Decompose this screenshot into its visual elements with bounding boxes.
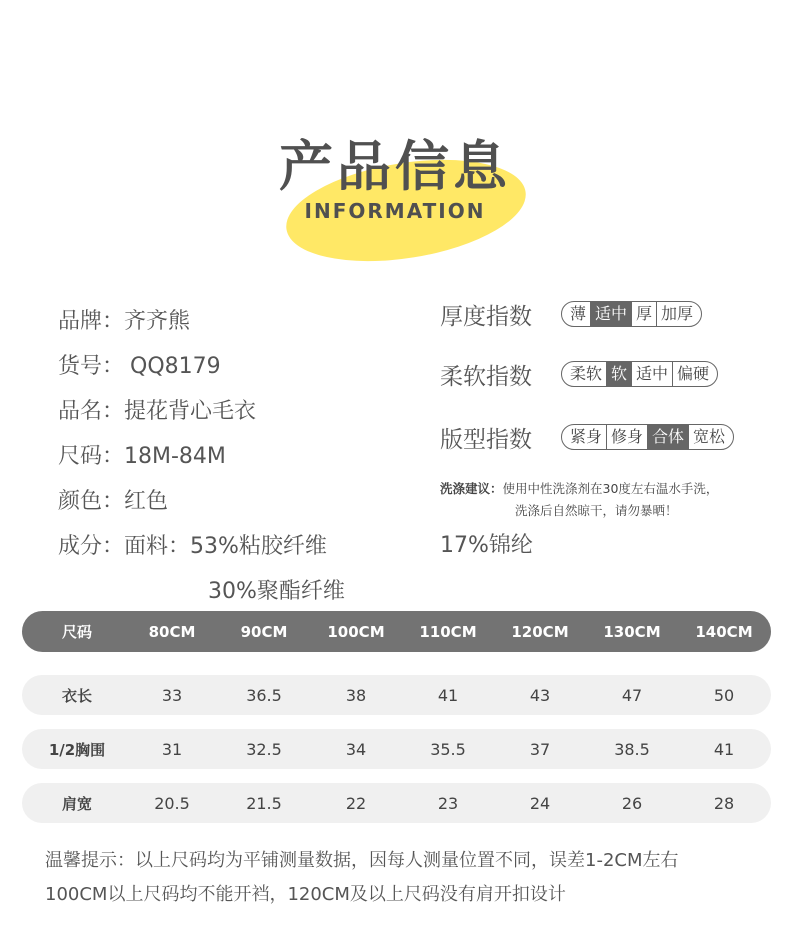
title-cn: 产品信息: [279, 135, 511, 198]
fit-option-regular: 合体: [647, 425, 688, 449]
fit-scale: [561, 424, 734, 450]
header-cell-80: 80CM: [148, 622, 196, 641]
size-label: 尺码：: [58, 444, 125, 469]
brand-label: 品牌：: [58, 309, 125, 334]
row-label: 肩宽: [61, 794, 92, 813]
softness-option-soft: 软: [606, 362, 631, 386]
table-cell: 20.5: [154, 793, 190, 813]
thickness-index: [440, 298, 780, 330]
wash-text-2: 洗涤后自然晾干，请勿暴晒！: [515, 503, 678, 518]
title-en: INFORMATION: [304, 199, 486, 223]
fit-index: [440, 421, 780, 453]
header-cell-90: 90CM: [240, 622, 288, 641]
size-value: 18M-84M: [124, 444, 226, 469]
name-value: 提花背心毛衣: [124, 399, 257, 424]
wash-label: 洗涤建议：: [440, 481, 503, 496]
table-cell: 21.5: [246, 793, 282, 813]
size-line: [58, 439, 226, 470]
thickness-option-medium: 适中: [590, 302, 631, 326]
composition-value-3: 17%锦纶: [440, 533, 533, 558]
brand-line: [58, 304, 190, 335]
wash-advice: [440, 478, 718, 522]
fit-option-loose: 宽松: [688, 425, 733, 449]
size-table-header: [22, 611, 771, 652]
table-row: [22, 783, 771, 823]
thickness-scale: [561, 301, 702, 327]
thickness-option-thin: 薄: [570, 304, 587, 323]
color-value: 红色: [124, 489, 169, 514]
table-cell: 35.5: [430, 739, 466, 759]
item-no-label: 货号：: [58, 354, 125, 379]
table-cell: 28: [713, 793, 735, 813]
softness-index: [440, 358, 780, 390]
table-cell: 37: [529, 739, 551, 759]
row-label: 1/2胸围: [48, 740, 106, 759]
fit-option-tight: 紧身: [570, 427, 603, 446]
table-cell: 41: [437, 685, 459, 705]
name-line: [58, 394, 256, 425]
table-cell: 47: [621, 685, 643, 705]
composition-value-1: 53%粘胶纤维: [190, 534, 327, 559]
color-label: 颜色：: [58, 489, 125, 514]
header-cell-130: 130CM: [603, 622, 661, 641]
table-cell: 32.5: [246, 739, 282, 759]
header-cell-120: 120CM: [511, 622, 569, 641]
item-no-line: [58, 349, 221, 380]
composition-value-2: 30%聚酯纤维: [208, 579, 345, 604]
table-cell: 41: [713, 739, 735, 759]
table-cell: 24: [529, 793, 551, 813]
info-header: [0, 0, 790, 270]
table-cell: 23: [437, 793, 459, 813]
item-no-value: QQ8179: [130, 354, 221, 379]
fit-option-slim: 修身: [606, 425, 647, 449]
row-label: 衣长: [61, 686, 92, 705]
wash-text-1: 使用中性洗涤剂在30度左右温水手洗，: [502, 481, 719, 496]
header-cell-100: 100CM: [327, 622, 385, 641]
softness-label: 柔软指数: [440, 364, 532, 390]
name-label: 品名：: [58, 399, 125, 424]
table-cell: 33: [161, 685, 183, 705]
table-cell: 26: [621, 793, 643, 813]
table-cell: 38.5: [614, 739, 650, 759]
fit-label: 版型指数: [440, 427, 532, 453]
color-line: [58, 484, 168, 515]
table-cell: 50: [713, 685, 735, 705]
composition-label: 成分：: [58, 534, 125, 559]
fabric-label: 面料：: [124, 534, 191, 559]
brand-value: 齐齐熊: [124, 309, 191, 334]
header-cell-140: 140CM: [695, 622, 753, 641]
softness-scale: [561, 361, 718, 387]
composition-line-2: [208, 574, 345, 605]
table-cell: 36.5: [246, 685, 282, 705]
header-cell-110: 110CM: [419, 622, 477, 641]
softness-option-medium: 适中: [631, 362, 672, 386]
table-row: [22, 729, 771, 769]
table-cell: 31: [161, 739, 183, 759]
tip-line-2: 100CM以上尺码均不能开裆，120CM及以上尺码没有肩开扣设计: [45, 884, 566, 905]
table-cell: 43: [529, 685, 551, 705]
thickness-option-thick: 厚: [631, 302, 656, 326]
thickness-label: 厚度指数: [440, 304, 532, 330]
thickness-option-extra-thick: 加厚: [656, 302, 701, 326]
table-row: [22, 675, 771, 715]
tip-line-1: 温馨提示：以上尺码均为平铺测量数据，因每人测量位置不同，误差1-2CM左右: [45, 850, 679, 871]
composition-line: [58, 529, 327, 560]
table-cell: 38: [345, 685, 367, 705]
softness-option-very-soft: 柔软: [570, 364, 603, 383]
table-cell: 22: [345, 793, 367, 813]
table-cell: 34: [345, 739, 367, 759]
softness-option-hard: 偏硬: [672, 362, 717, 386]
header-cell-size: 尺码: [61, 623, 92, 641]
